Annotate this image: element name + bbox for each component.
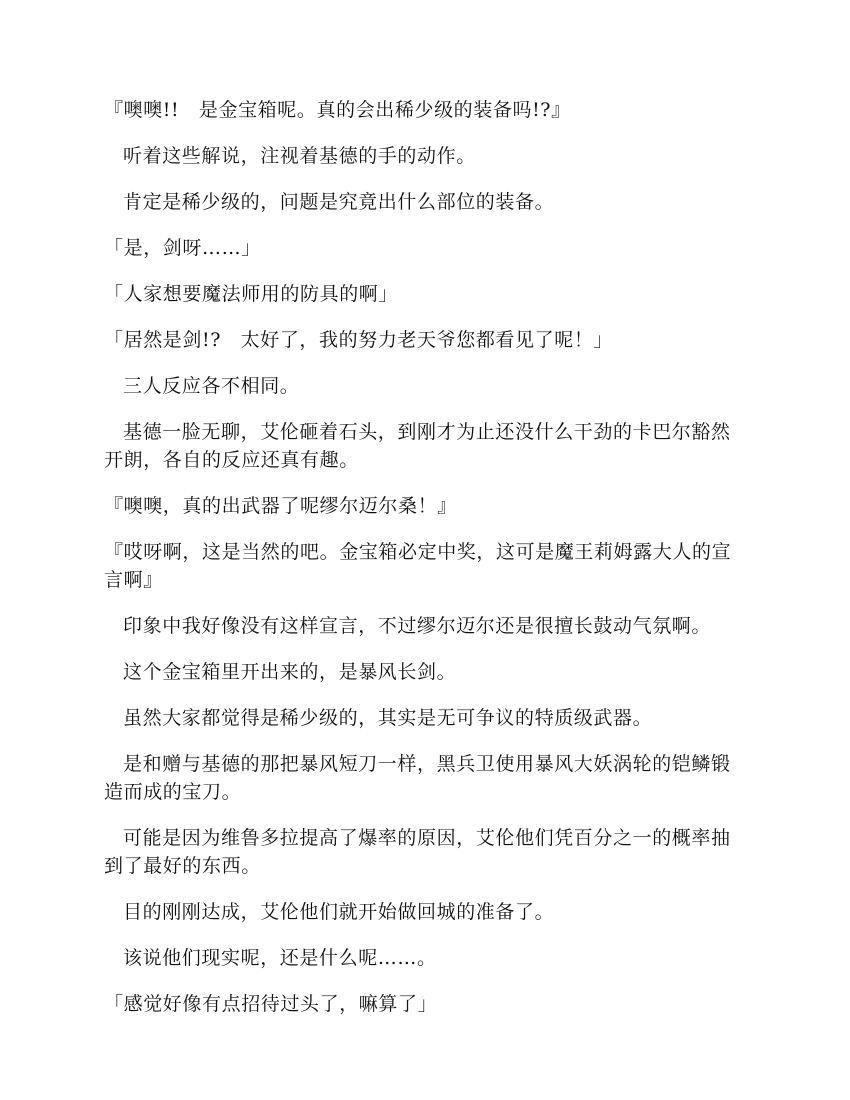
paragraph-narration: 基德一脸无聊，艾伦砸着石头，到刚才为止还没什么干劲的卡巴尔豁然开朗，各自的反应还真有趣。	[104, 421, 731, 471]
paragraph-narration: 三人反应各不相同。	[123, 375, 300, 397]
paragraph-narration: 虽然大家都觉得是稀少级的，其实是无可争议的特质级武器。	[123, 707, 653, 729]
paragraph-dialogue: 『哎呀啊，这是当然的吧。金宝箱必定中奖，这可是魔王莉姆露大人的宣言啊』	[104, 541, 732, 591]
paragraph-dialogue: 「居然是剑!? 太好了，我的努力老天爷您都看见了呢！」	[104, 329, 614, 351]
paragraph-narration: 该说他们现实呢，还是什么呢……。	[123, 947, 437, 969]
paragraph-narration: 是和赠与基德的那把暴风短刀一样，黑兵卫使用暴风大妖涡轮的铠鳞锻造而成的宝刀。	[104, 753, 731, 803]
paragraph-dialogue: 『噢噢，真的出武器了呢缪尔迈尔桑！』	[104, 495, 457, 517]
paragraph-dialogue: 「是，剑呀……」	[104, 237, 261, 259]
paragraph-dialogue: 「人家想要魔法师用的防具的啊」	[104, 283, 399, 305]
paragraph-narration: 印象中我好像没有这样宣言，不过缪尔迈尔还是很擅长鼓动气氛啊。	[123, 615, 712, 637]
paragraph-narration: 听着这些解说，注视着基德的手的动作。	[123, 145, 476, 167]
paragraph-narration: 这个金宝箱里开出来的，是暴风长剑。	[123, 661, 457, 683]
body-text	[104, 96, 749, 1036]
paragraph-narration: 肯定是稀少级的，问题是究竟出什么部位的装备。	[123, 191, 555, 213]
paragraph-narration: 目的刚刚达成，艾伦他们就开始做回城的准备了。	[123, 901, 555, 923]
paragraph-narration: 可能是因为维鲁多拉提高了爆率的原因，艾伦他们凭百分之一的概率抽到了最好的东西。	[104, 827, 731, 877]
paragraph-dialogue: 『噢噢!! 是金宝箱呢。真的会出稀少级的装备吗!?』	[104, 99, 571, 121]
paragraph-dialogue: 「感觉好像有点招待过头了，嘛算了」	[104, 993, 438, 1015]
